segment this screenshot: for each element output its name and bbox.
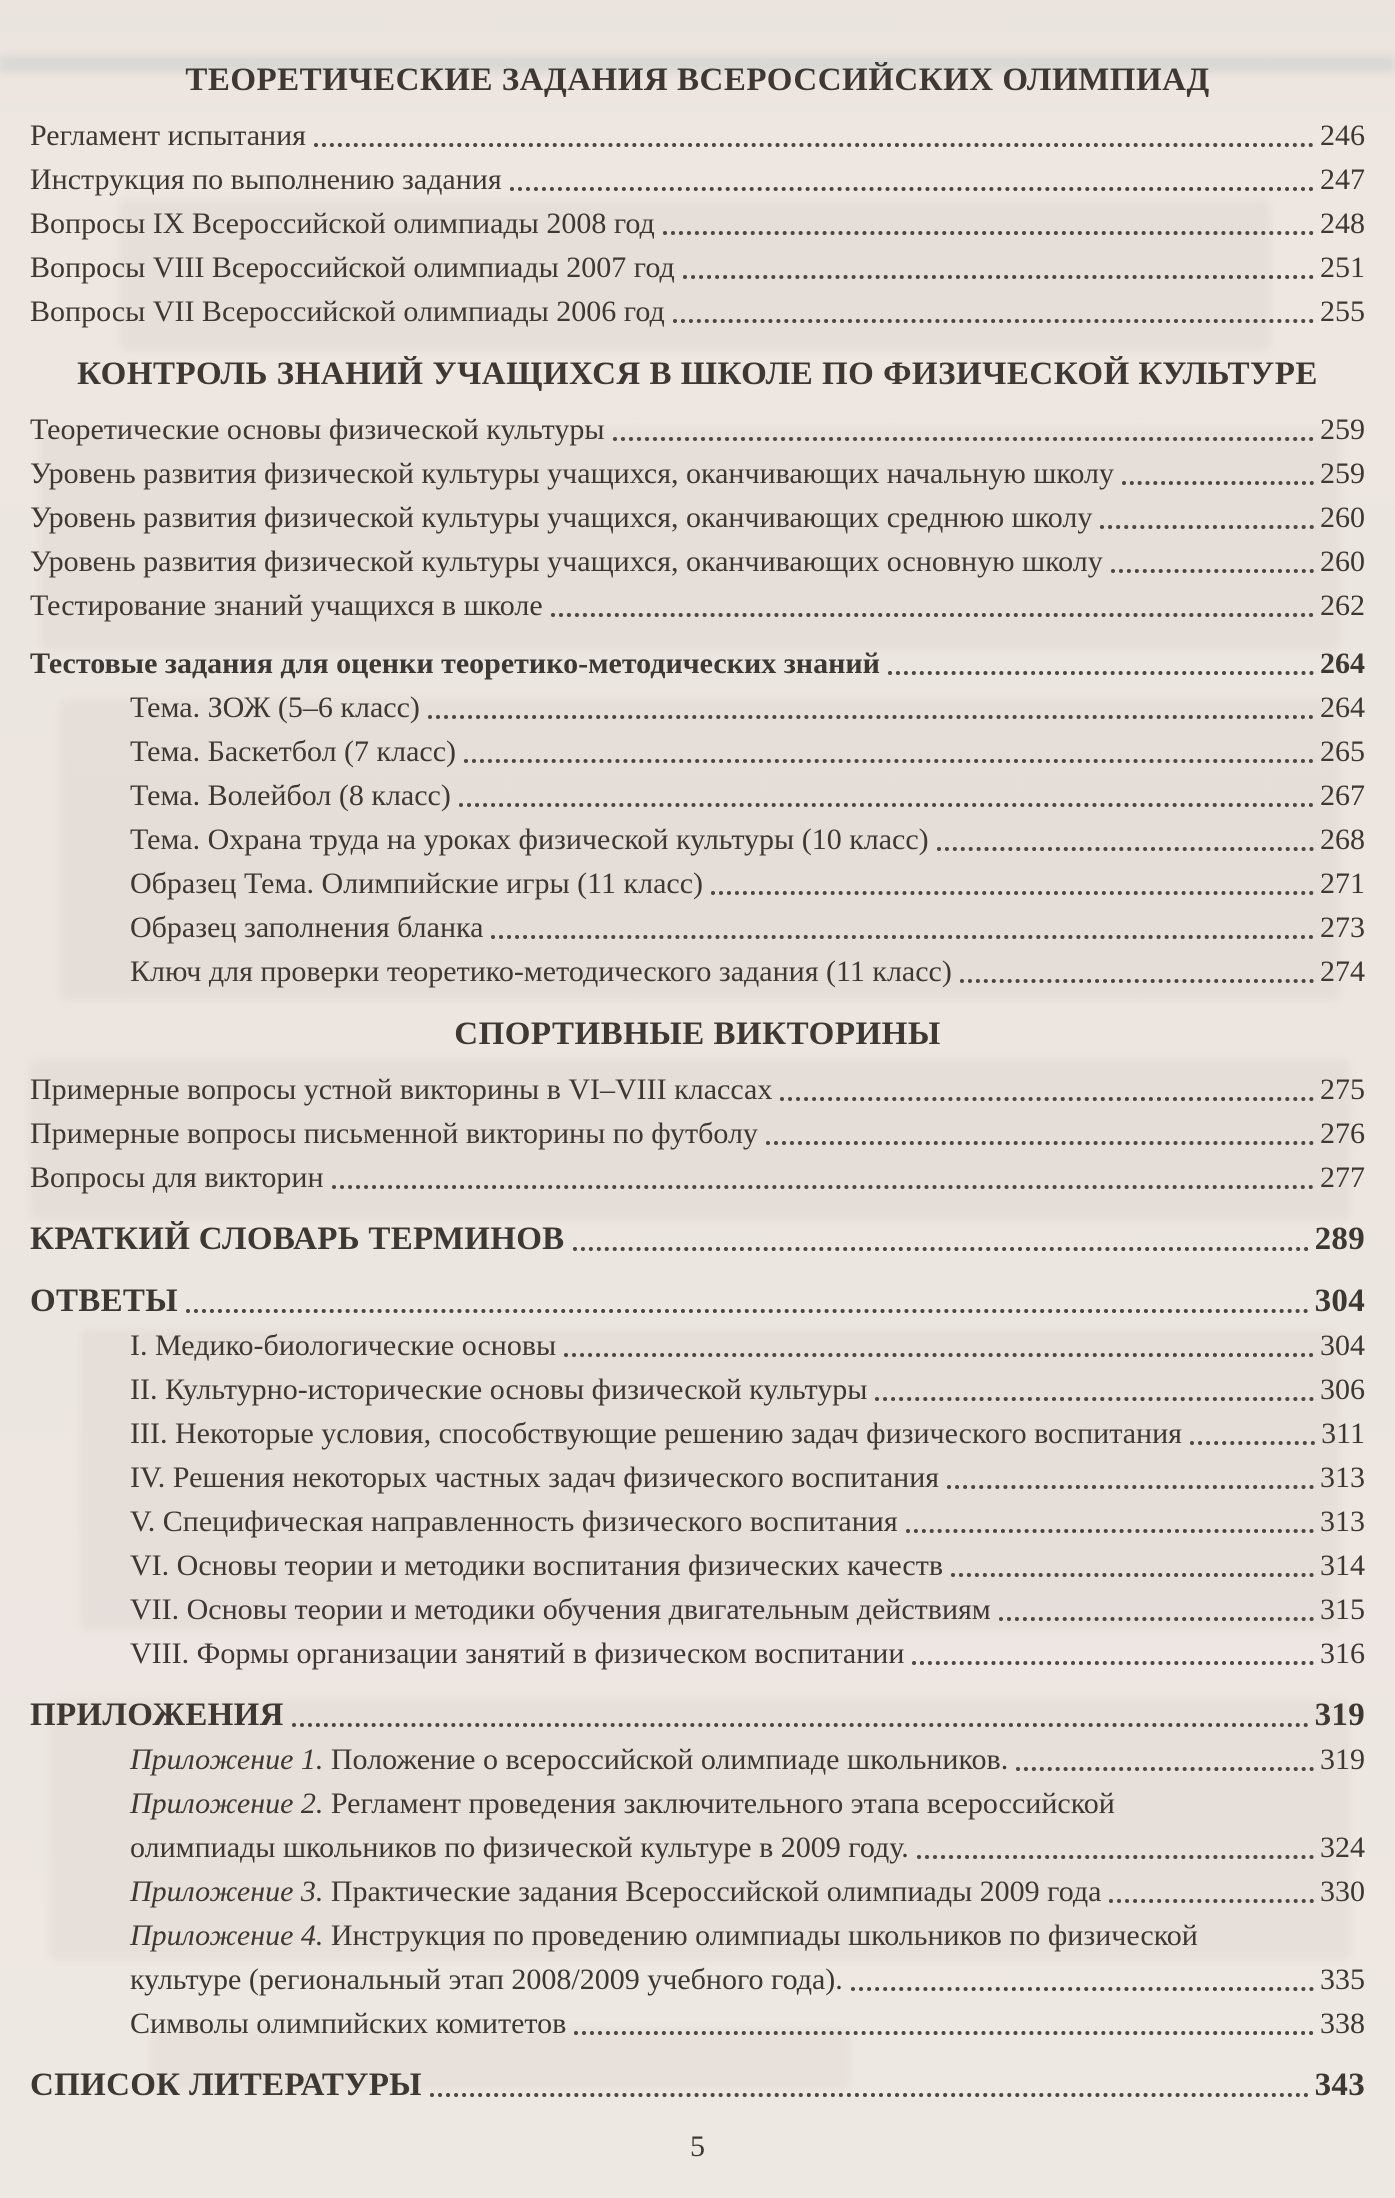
toc-page-number: 259	[1320, 457, 1365, 490]
toc-entry-title: VII. Основы теории и методики обучения двигательным действиям	[130, 1593, 991, 1626]
toc-page-number: 315	[1320, 1593, 1365, 1626]
toc-entry	[30, 2000, 1365, 2044]
dot-leader	[459, 803, 1314, 807]
dot-leader	[875, 1397, 1314, 1401]
toc-chapter-entry	[30, 1276, 1365, 1322]
toc-entry	[30, 1956, 1365, 2000]
toc-entry-title: Регламент испытания	[30, 119, 306, 152]
toc-entry-title: Уровень развития физической культуры учащихся, оканчивающих основную школу	[30, 545, 1103, 578]
dot-leader	[937, 847, 1314, 851]
dot-leader	[1100, 525, 1314, 529]
toc-entry	[30, 1868, 1365, 1912]
toc-page-number: 260	[1320, 545, 1365, 578]
dot-leader	[1190, 1441, 1315, 1445]
toc-entry	[30, 288, 1365, 332]
toc-page-number: 330	[1320, 1875, 1365, 1908]
dot-leader	[683, 275, 1314, 279]
toc-entry	[30, 1586, 1365, 1630]
toc-entry	[30, 1110, 1365, 1154]
toc-entry-title: Теоретические основы физической культуры	[30, 413, 605, 446]
toc-page-number: 324	[1320, 1831, 1365, 1864]
toc-entry-title: III. Некоторые условия, способствующие решению задач физического воспитания	[130, 1417, 1182, 1450]
dot-leader	[912, 1661, 1314, 1665]
toc-entry	[30, 406, 1365, 450]
toc-entry-title: Примерные вопросы письменной викторины по футболу	[30, 1117, 758, 1150]
toc-page-number: 289	[1314, 1221, 1365, 1257]
dot-leader	[960, 979, 1314, 983]
dot-leader	[951, 1573, 1314, 1577]
toc-page-number: 246	[1320, 119, 1365, 152]
toc-entry-title: Символы олимпийских комитетов	[130, 2007, 567, 2040]
toc-entry-title: Тема. Волейбол (8 класс)	[130, 779, 451, 812]
dot-leader	[292, 1723, 1309, 1727]
toc-chapter-entry	[30, 1214, 1365, 1260]
toc-entry-title: Уровень развития физической культуры учащихся, оканчивающих среднюю школу	[30, 501, 1093, 534]
dot-leader	[573, 1247, 1309, 1251]
dot-leader	[1016, 1767, 1314, 1771]
toc-page-number: 260	[1320, 501, 1365, 534]
toc-entry	[30, 772, 1365, 816]
toc-page-number: 304	[1314, 1283, 1365, 1319]
toc-chapter-entry	[30, 1690, 1365, 1736]
toc-page-number: 275	[1320, 1073, 1365, 1106]
toc-entry-title: Образец Тема. Олимпийские игры (11 класс)	[130, 867, 704, 900]
dot-leader	[613, 437, 1314, 441]
toc-page-number: 335	[1320, 1963, 1365, 1996]
toc-page-number: 264	[1320, 691, 1365, 724]
toc-entry	[30, 1322, 1365, 1366]
toc-entry-title: Тестовые задания для оценки теоретико-методических знаний	[30, 647, 880, 680]
toc-entry	[30, 1912, 1365, 1956]
footer-page-number: 5	[690, 2130, 705, 2163]
toc-entry-title: IV. Решения некоторых частных задач физического воспитания	[130, 1461, 940, 1494]
toc-entry	[30, 200, 1365, 244]
toc-entry-title: II. Культурно-исторические основы физической культуры	[130, 1373, 868, 1406]
toc-section-heading: ТЕОРЕТИЧЕСКИЕ ЗАДАНИЯ ВСЕРОССИЙСКИХ ОЛИМПИАД	[185, 62, 1210, 98]
dot-leader	[491, 935, 1314, 939]
toc-page-number: 311	[1321, 1417, 1365, 1450]
toc-entry	[30, 1630, 1365, 1674]
toc-entry-title: Тема. Охрана труда на уроках физической культуры (10 класс)	[130, 823, 929, 856]
toc-page-number: 338	[1320, 2007, 1365, 2040]
toc-page-number: 262	[1320, 589, 1365, 622]
dot-leader	[947, 1485, 1314, 1489]
toc-entry	[30, 1736, 1365, 1780]
toc-entry-title: Тема. ЗОЖ (5–6 класс)	[130, 691, 420, 724]
toc-entry	[30, 1780, 1365, 1824]
dot-leader	[780, 1097, 1314, 1101]
toc-page-number: 271	[1320, 867, 1365, 900]
toc-entry	[30, 1410, 1365, 1454]
toc-section-heading: КОНТРОЛЬ ЗНАНИЙ УЧАЩИХСЯ В ШКОЛЕ ПО ФИЗИЧЕСКОЙ КУЛЬТУРЕ	[77, 356, 1318, 392]
toc-entry-title: олимпиады школьников по физической культуре в 2009 году.	[130, 1831, 909, 1864]
toc-entry-prefix: Приложение 4.	[130, 1919, 324, 1952]
dot-leader	[574, 2031, 1314, 2035]
toc-entry	[30, 1824, 1365, 1868]
dot-leader	[673, 319, 1314, 323]
toc-entry	[30, 1366, 1365, 1410]
toc-entry-title: КРАТКИЙ СЛОВАРЬ ТЕРМИНОВ	[30, 1221, 565, 1257]
toc-entry	[30, 1498, 1365, 1542]
toc-page-number: 251	[1320, 251, 1365, 284]
toc-entry-title: Ключ для проверки теоретико-методического задания (11 класс)	[130, 955, 952, 988]
toc-entry	[30, 582, 1365, 626]
toc-page-number: 264	[1320, 647, 1365, 680]
toc-entry	[30, 1454, 1365, 1498]
toc-page-number: 267	[1320, 779, 1365, 812]
toc-page-number: 343	[1314, 2067, 1365, 2103]
toc-entry	[30, 684, 1365, 728]
toc-page-number: 313	[1320, 1505, 1365, 1538]
toc-section-heading: СПОРТИВНЫЕ ВИКТОРИНЫ	[454, 1016, 941, 1052]
dot-leader	[663, 231, 1314, 235]
toc-entry-title: Тестирование знаний учащихся в школе	[30, 589, 543, 622]
toc-page-number: 319	[1314, 1697, 1365, 1733]
toc-entry-prefix: Приложение 1.	[130, 1743, 324, 1776]
toc-entry-title: VIII. Формы организации занятий в физическом воспитании	[130, 1637, 905, 1670]
toc-entry-title: Приложение 1. Положение о всероссийской олимпиаде школьников.	[130, 1743, 1009, 1776]
dot-leader	[917, 1855, 1314, 1859]
toc-page-number: 255	[1320, 295, 1365, 328]
toc-page-number: 316	[1320, 1637, 1365, 1670]
toc-entry-title: Вопросы IX Всероссийской олимпиады 2008 год	[30, 207, 655, 240]
toc-entry-title: V. Специфическая направленность физического воспитания	[130, 1505, 898, 1538]
toc-entry	[30, 1542, 1365, 1586]
toc-page-number: 265	[1320, 735, 1365, 768]
toc-entry-title: Инструкция по выполнению задания	[30, 163, 502, 196]
toc-entry-prefix: Приложение 3.	[130, 1875, 324, 1908]
toc-page-number: 319	[1320, 1743, 1365, 1776]
dot-leader	[766, 1141, 1314, 1145]
toc-entry-title: Приложение 4. Инструкция по проведению олимпиады школьников по физической	[130, 1919, 1198, 1952]
toc-page-number: 247	[1320, 163, 1365, 196]
toc-page-number: 273	[1320, 911, 1365, 944]
toc-page-number: 313	[1320, 1461, 1365, 1494]
toc-entry-title: культуре (региональный этап 2008/2009 учебного года).	[130, 1963, 843, 1996]
toc-entry	[30, 112, 1365, 156]
dot-leader	[186, 1309, 1309, 1313]
toc-entry-title: ПРИЛОЖЕНИЯ	[30, 1697, 284, 1733]
toc-entry-title: Уровень развития физической культуры учащихся, оканчивающих начальную школу	[30, 457, 1114, 490]
toc-entry	[30, 728, 1365, 772]
dot-leader	[314, 143, 1314, 147]
toc-entry	[30, 1154, 1365, 1198]
toc-entry-title: Вопросы VIII Всероссийской олимпиады 2007 год	[30, 251, 675, 284]
toc-entry-title: VI. Основы теории и методики воспитания физических качеств	[130, 1549, 944, 1582]
dot-leader	[332, 1185, 1314, 1189]
table-of-contents	[30, 58, 1365, 2106]
dot-leader	[906, 1529, 1314, 1533]
toc-entry-title: I. Медико-биологические основы	[130, 1329, 557, 1362]
toc-entry	[30, 156, 1365, 200]
dot-leader	[1111, 569, 1314, 573]
toc-entry-title: ОТВЕТЫ	[30, 1283, 178, 1319]
dot-leader	[464, 759, 1314, 763]
toc-page-number: 268	[1320, 823, 1365, 856]
dot-leader	[1122, 481, 1314, 485]
dot-leader	[551, 613, 1314, 617]
toc-entry-title: Вопросы для викторин	[30, 1161, 324, 1194]
toc-entry	[30, 450, 1365, 494]
toc-page-number: 277	[1320, 1161, 1365, 1194]
toc-entry	[30, 816, 1365, 860]
toc-page-number: 276	[1320, 1117, 1365, 1150]
dot-leader	[510, 187, 1314, 191]
toc-entry	[30, 244, 1365, 288]
toc-page-number: 274	[1320, 955, 1365, 988]
toc-page-number: 306	[1320, 1373, 1365, 1406]
dot-leader	[851, 1987, 1314, 1991]
dot-leader	[1109, 1899, 1314, 1903]
dot-leader	[428, 715, 1314, 719]
toc-entry-title: Вопросы VII Всероссийской олимпиады 2006 год	[30, 295, 665, 328]
dot-leader	[430, 2093, 1309, 2097]
toc-entry-title: Примерные вопросы устной викторины в VI–VIII классах	[30, 1073, 773, 1106]
dot-leader	[711, 891, 1314, 895]
toc-entry-title: СПИСОК ЛИТЕРАТУРЫ	[30, 2067, 422, 2103]
toc-entry	[30, 538, 1365, 582]
toc-entry	[30, 1066, 1365, 1110]
toc-entry	[30, 640, 1365, 684]
dot-leader	[888, 671, 1314, 675]
toc-entry	[30, 494, 1365, 538]
toc-entry-prefix: Приложение 2.	[130, 1787, 324, 1820]
toc-entry-title: Приложение 3. Практические задания Всероссийской олимпиады 2009 года	[130, 1875, 1102, 1908]
toc-entry	[30, 860, 1365, 904]
toc-page-number: 304	[1320, 1329, 1365, 1362]
toc-page-number: 259	[1320, 413, 1365, 446]
toc-entry	[30, 948, 1365, 992]
toc-entry-title: Образец заполнения бланка	[130, 911, 484, 944]
toc-chapter-entry	[30, 2060, 1365, 2106]
toc-entry	[30, 904, 1365, 948]
toc-entry-title: Тема. Баскетбол (7 класс)	[130, 735, 457, 768]
toc-page-number: 248	[1320, 207, 1365, 240]
toc-page-number: 314	[1320, 1549, 1365, 1582]
dot-leader	[564, 1353, 1314, 1357]
dot-leader	[999, 1617, 1314, 1621]
toc-entry-title: Приложение 2. Регламент проведения заключительного этапа всероссийской	[130, 1787, 1115, 1820]
